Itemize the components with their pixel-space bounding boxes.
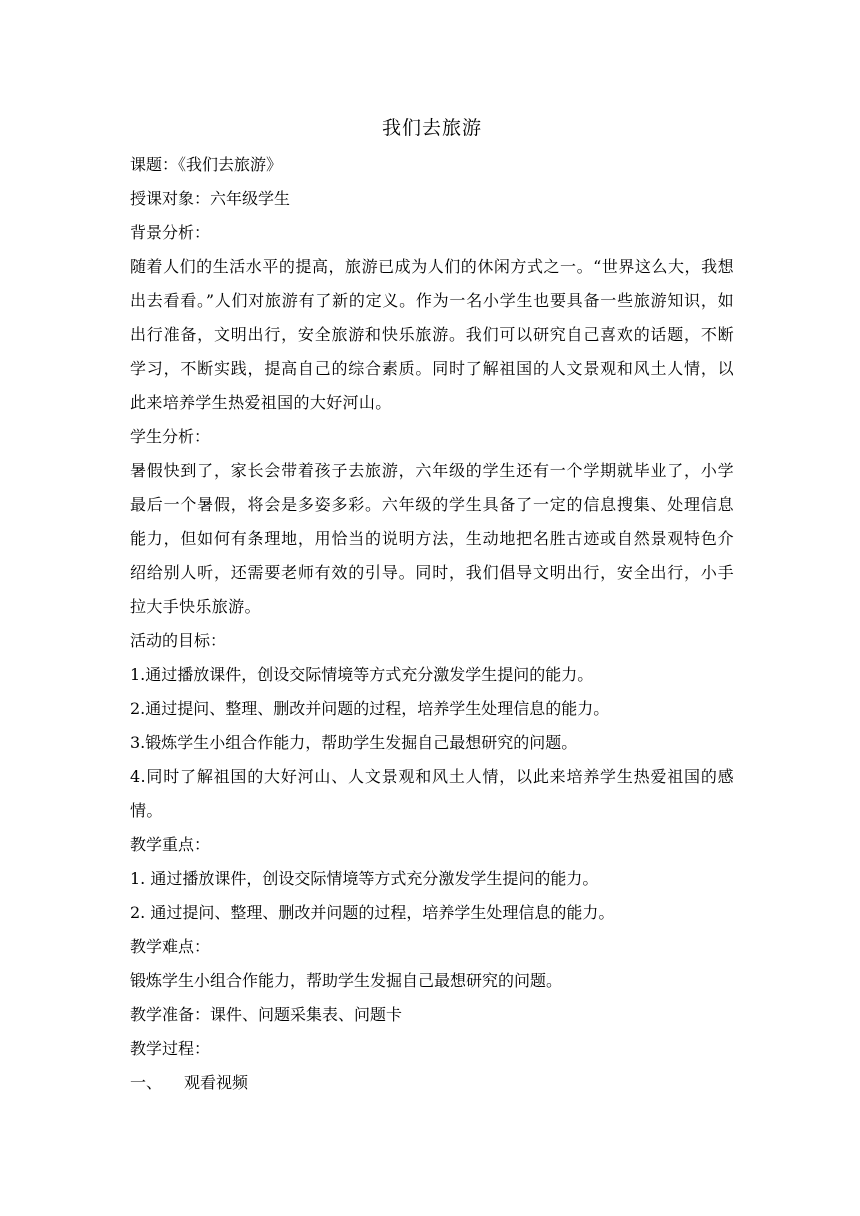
background-heading: 背景分析： [130,223,211,242]
difficulty-text: 锻炼学生小组合作能力，帮助学生发掘自己最想研究的问题。 [130,971,563,990]
student-analysis-paragraph: 暑假快到了，家长会带着孩子去旅游，六年级的学生还有一个学期就毕业了，小学最后一个暑假，将会是多姿多彩。六年级的学生具备了一定的信息搜集、处理信息能力，但如何有条理地，用恰当的说明方法，生动地把名胜古迹或自然景观特色介绍给别人听，还需要老师有效的引导。同时，我们倡导文明出行，安全出行，小手拉大手快乐旅游。 [130,461,734,616]
audience-line: 授课对象：六年级学生 [130,189,291,208]
document-title: 我们去旅游 [381,117,482,139]
key-points-heading: 教学重点： [130,835,211,854]
process-step-number: 一、 [130,1073,163,1092]
goal-item: 1.通过播放课件，创设交际情境等方式充分激发学生提问的能力。 [130,665,594,684]
goals-heading: 活动的目标： [130,631,227,650]
student-analysis-heading: 学生分析： [130,427,211,446]
goal-item: 4.同时了解祖国的大好河山、人文景观和风土人情，以此来培养学生热爱祖国的感情。 [130,767,734,820]
process-step-label: 观看视频 [184,1073,249,1092]
background-paragraph: 随着人们的生活水平的提高，旅游已成为人们的休闲方式之一。“世界这么大，我想出去看看。”人们对旅游有了新的定义。作为一名小学生也要具备一些旅游知识，如出行准备，文明出行，安全旅游和快乐旅游。我们可以研究自己喜欢的话题，不断学习，不断实践，提高自己的综合素质。同时了解祖国的人文景观和风土人情，以此来培养学生热爱祖国的大好河山。 [130,257,734,412]
document-body [130,112,734,1100]
process-heading: 教学过程： [130,1039,211,1058]
goal-item: 3.锻炼学生小组合作能力，帮助学生发掘自己最想研究的问题。 [130,733,578,752]
preparation-line: 教学准备：课件、问题采集表、问题卡 [130,1005,403,1024]
goal-item: 2.通过提问、整理、删改并问题的过程，培养学生处理信息的能力。 [130,699,610,718]
process-step [130,1066,734,1100]
difficulty-heading: 教学难点： [130,937,211,956]
topic-line: 课题：《我们去旅游》 [130,155,283,174]
key-point-item: 2. 通过提问、整理、删改并问题的过程，培养学生处理信息的能力。 [130,903,615,922]
key-point-item: 1. 通过播放课件，创设交际情境等方式充分激发学生提问的能力。 [130,869,599,888]
